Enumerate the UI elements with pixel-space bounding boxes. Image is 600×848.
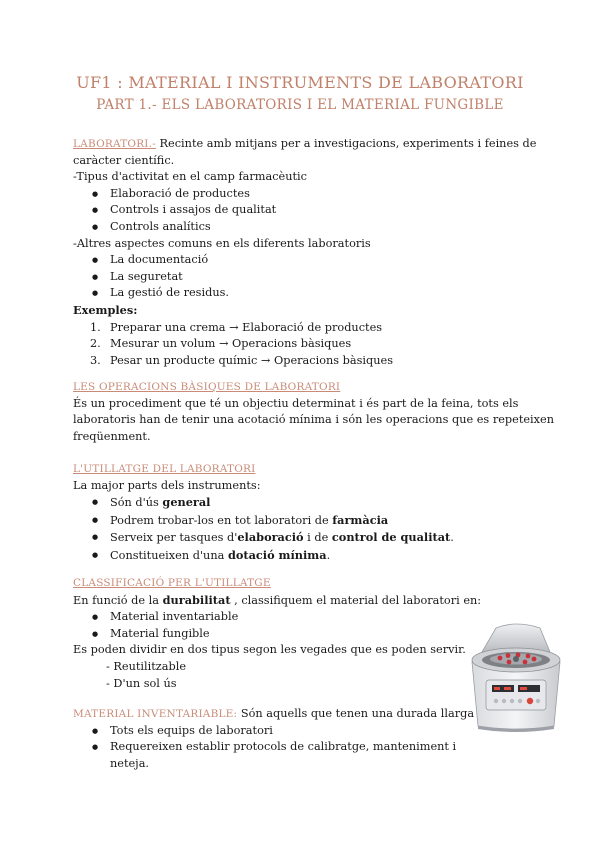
lab-definition-2: caràcter científic. <box>73 153 175 167</box>
list-item: 3. Pesar un producte químic → Operacions bàsiques <box>90 353 394 367</box>
centrifuge-image <box>462 622 570 734</box>
list-item: 1. Preparar una crema → Elaboració de productes <box>90 320 383 334</box>
list-item: ● Elaboració de productes <box>73 186 533 203</box>
list-item: ● Controls i assajos de qualitat <box>73 202 533 219</box>
list-item: ● Podrem trobar-los en tot laboratori de farmàcia <box>73 512 533 530</box>
heading-operacions: LES OPERACIONS BÀSIQUES DE LABORATORI <box>73 381 341 393</box>
classificacio-intro: En funció de la durabilitat , classifiquem el material del laboratori en: <box>73 592 482 607</box>
exemples-label: Exemples: <box>73 302 138 317</box>
list-item: ● Són d'ús general <box>73 494 533 512</box>
altres-list <box>73 252 533 302</box>
lab-definition-1: Recinte amb mitjans per a investigacions, experiments i feines de <box>155 137 537 150</box>
centrifuge-icon <box>462 622 570 734</box>
list-item: ● La seguretat <box>73 269 533 286</box>
document-subtitle: PART 1.- ELS LABORATORIS I EL MATERIAL FUNGIBLE <box>96 97 504 113</box>
section-operacions <box>73 379 554 445</box>
utillatge-intro: La major parts dels instruments: <box>73 478 261 492</box>
document-title: UF1 : MATERIAL I INSTRUMENTS DE LABORATORI <box>76 73 524 92</box>
list-item: ● Constitueixen d'una dotació mínima. <box>73 547 533 565</box>
list-item: - D'un sol ús <box>106 676 177 690</box>
inventariable-definition: Són aquells que tenen una durada llarga <box>237 707 475 720</box>
dividir-text: Es poden dividir en dos tipus segon les vegades que es poden servir. <box>73 643 466 657</box>
list-item: ● La documentació <box>73 252 533 269</box>
exemples-list <box>73 320 533 370</box>
heading-utillatge: L'UTILLATGE DEL LABORATORI <box>73 463 256 475</box>
utillatge-list <box>73 494 533 564</box>
section-utillatge <box>73 461 533 565</box>
heading-classificacio: CLASSIFICACIÓ PER L'UTILLATGE <box>73 577 271 589</box>
operacions-text-2: laboratoris han de tenir una acotació mínima i són les operacions que es repeteixen <box>73 413 554 427</box>
list-item: ● Serveix per tasques d'elaboració i de control de qualitat. <box>73 529 533 547</box>
operacions-text-1: És un procediment que té un objectiu determinat i és part de la feina, tots els <box>73 396 519 410</box>
list-item: 2. Mesurar un volum → Operacions bàsiques <box>90 337 352 351</box>
section-laboratori <box>73 136 537 369</box>
tipus-label: -Tipus d'activitat en el camp farmacèutic <box>73 170 307 184</box>
altres-label: -Altres aspectes comuns en els diferents laboratoris <box>73 236 371 250</box>
list-item: ● Material fungible <box>73 626 533 643</box>
heading-inventariable: MATERIAL INVENTARIABLE: <box>73 708 238 720</box>
heading-laboratori: LABORATORI.- <box>73 138 156 150</box>
list-item: - Reutilitzable <box>106 659 187 673</box>
list-item: ● Material inventariable <box>73 609 533 626</box>
list-item: ● Requereixen establir protocols de calibratge, manteniment i neteja. <box>73 739 533 772</box>
list-item: ● Controls analítics <box>73 219 533 236</box>
tipus-list <box>73 186 533 236</box>
list-item: ● La gestió de residus. <box>73 285 533 302</box>
list-item: ● Tots els equips de laboratori <box>73 723 533 740</box>
operacions-text-3: freqüenment. <box>73 429 151 443</box>
